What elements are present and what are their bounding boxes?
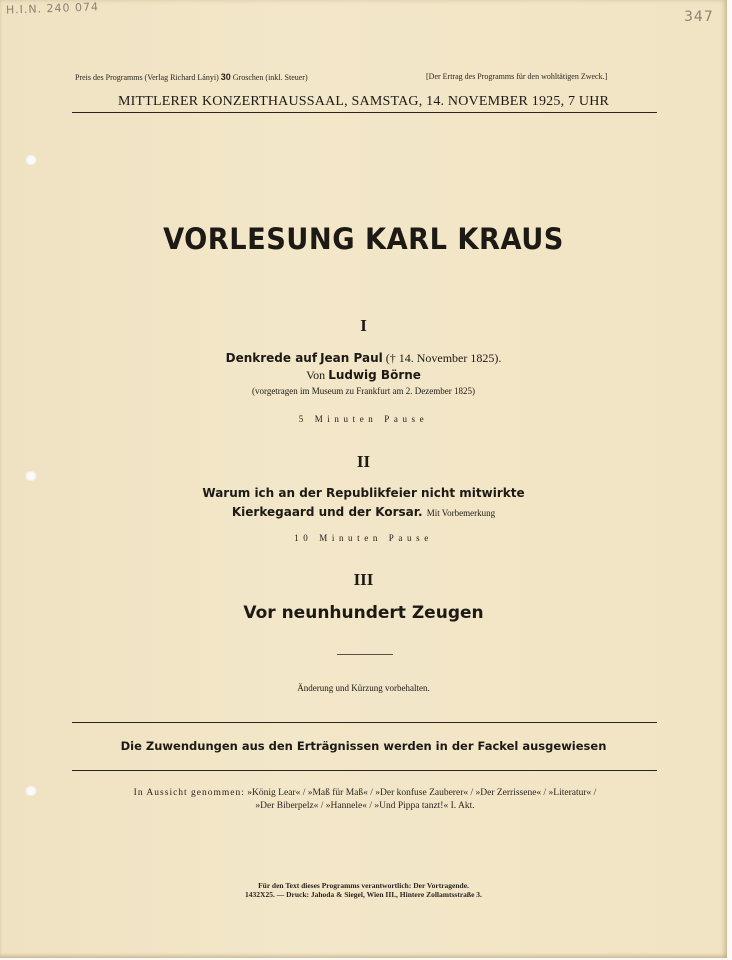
changes-note: Änderung und Kürzung vorbehalten. (297, 683, 430, 693)
price-suffix: Groschen (inkl. Steuer) (230, 73, 308, 82)
pause-2: 10 Minuten Pause (294, 533, 433, 543)
part1-work-b: Jean Paul (320, 351, 383, 365)
notice-rule-top (72, 722, 657, 723)
page-number: 347 (684, 9, 714, 25)
part2-work-2-note: Mit Vorbemerkung (426, 508, 496, 518)
planned-readings-line1: »König Lear« / »Maß für Maß« / »Der konfuse Zauberer« / »Der Zerrissene« / »Literatur« / (244, 788, 597, 798)
part3-work: Vor neunhundert Zeugen (243, 603, 484, 623)
punch-hole (24, 471, 38, 481)
proceeds-note: [Der Ertrag des Programms für den wohltätigen Zweck.] (426, 72, 608, 81)
part2-work-2 (0, 505, 727, 519)
part-numeral-2: II (356, 452, 371, 471)
part1-note: (vorgetragen im Museum zu Frankfurt am 2. Dezember 1825) (251, 386, 476, 396)
price-prefix: Preis des Programms (Verlag Richard Lányi) (75, 73, 221, 82)
part1-author-line (0, 368, 727, 383)
archive-id: H.I.N. 240 074 (5, 0, 100, 17)
credit-line-2: 1432X25. — Druck: Jahoda & Siegel, Wien III., Hintere Zollamtsstraße 3. (245, 890, 482, 899)
part-numeral-1: I (360, 316, 367, 335)
section-divider (337, 654, 393, 655)
page-title: VORLESUNG KARL KRAUS (163, 222, 564, 256)
price-note (75, 72, 308, 82)
planned-readings-line2: »Der Biberpelz« / »Hannele« / »Und Pippa tanzt!« I. Akt. (255, 801, 475, 811)
credit-line-1: Für den Text dieses Programms verantwortlich: Der Vortragende. (258, 881, 469, 890)
venue-line: MITTLERER KONZERTHAUSSAAL, SAMSTAG, 14. NOVEMBER 1925, 7 UHR (117, 94, 610, 109)
part2-work-2-title: Kierkegaard und der Korsar. (231, 505, 423, 519)
part1-work-a: Denkrede auf (225, 351, 318, 365)
part2-work-1: Warum ich an der Republikfeier nicht mitwirkte (202, 486, 525, 500)
printer-credit (0, 881, 727, 899)
fackel-notice: Die Zuwendungen aus den Erträgnissen werden in der Fackel ausgewiesen (120, 739, 607, 753)
header-rule (72, 112, 657, 113)
planned-readings-lead: In Aussicht genommen: (133, 788, 245, 798)
part1-author-prefix: Von (306, 368, 329, 382)
planned-readings (60, 787, 670, 813)
part1-work (0, 351, 727, 366)
punch-hole (24, 155, 38, 165)
part1-author: Ludwig Börne (328, 368, 421, 382)
punch-hole (24, 786, 38, 796)
notice-rule-bottom (72, 770, 657, 771)
pause-1: 5 Minuten Pause (298, 414, 429, 424)
part-numeral-3: III (353, 570, 374, 589)
scan-border (727, 0, 732, 960)
part1-work-c: († 14. November 1825). (382, 351, 502, 365)
price-amount: 30 (220, 72, 231, 82)
